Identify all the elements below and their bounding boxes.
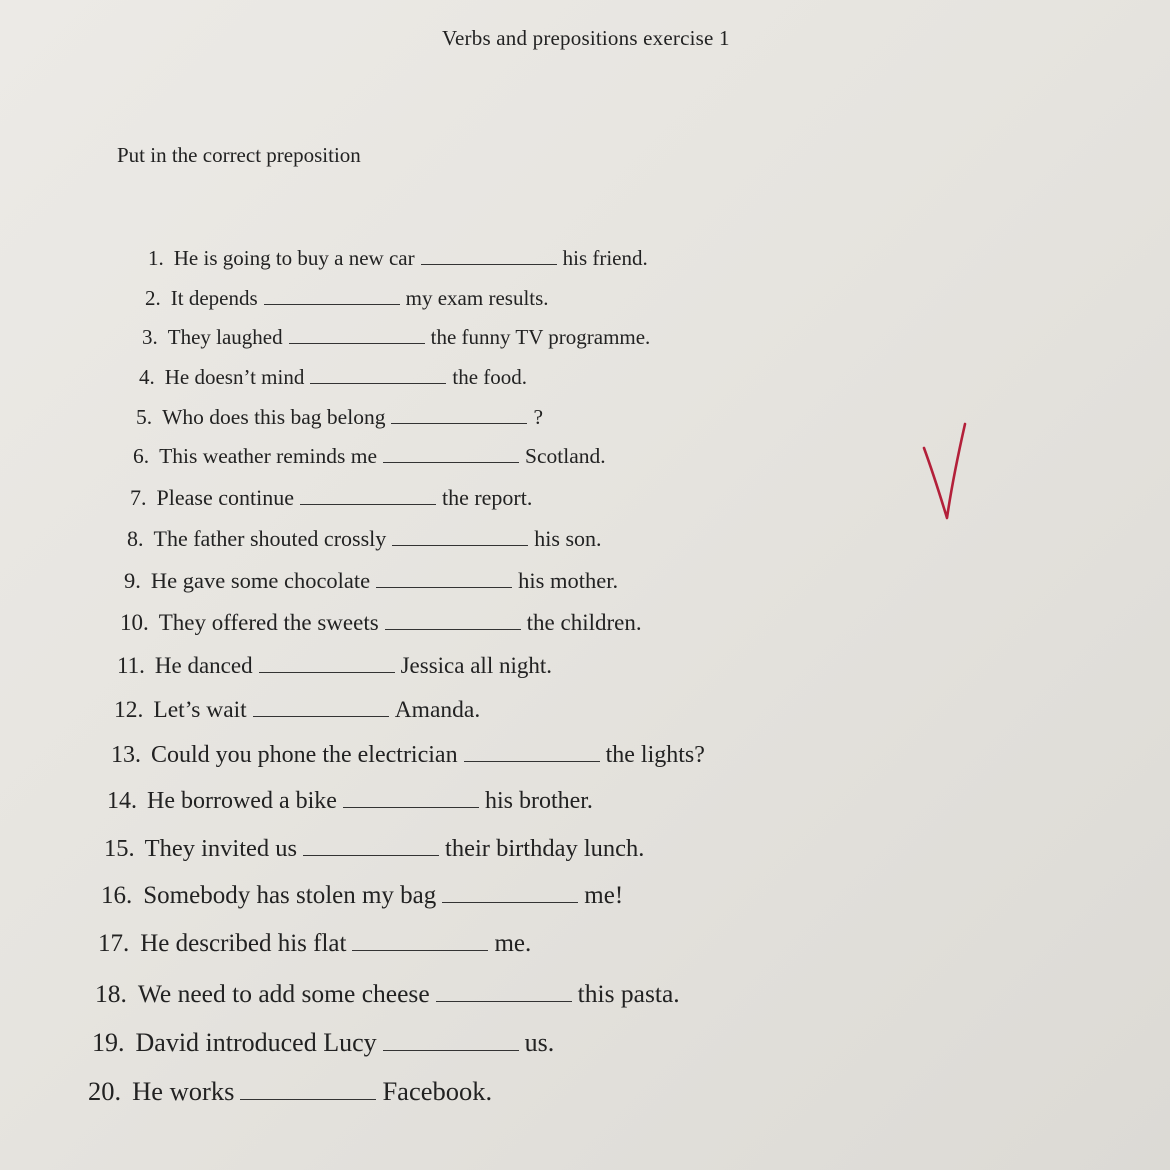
question-item	[114, 697, 480, 724]
question-number: 5.	[136, 405, 153, 429]
answer-blank[interactable]	[421, 263, 557, 265]
question-text-after: the funny TV programme.	[430, 325, 651, 349]
question-number: 14.	[107, 788, 137, 814]
question-number: 8.	[127, 526, 144, 551]
question-number: 3.	[142, 325, 158, 349]
question-item	[111, 742, 705, 769]
answer-blank[interactable]	[464, 760, 600, 762]
question-item	[139, 365, 527, 390]
question-text-after: their birthday lunch.	[445, 835, 645, 862]
question-item	[136, 405, 543, 430]
answer-blank[interactable]	[303, 854, 439, 856]
question-text-before: They offered the sweets	[158, 610, 379, 635]
answer-blank[interactable]	[383, 461, 519, 463]
question-item	[107, 788, 593, 815]
answer-blank[interactable]	[310, 382, 446, 384]
question-text-before: Who does this bag belong	[162, 405, 386, 429]
question-text-after: this pasta.	[577, 979, 680, 1008]
question-number: 20.	[88, 1076, 122, 1106]
question-number: 7.	[130, 485, 147, 510]
question-item	[117, 653, 552, 679]
answer-blank[interactable]	[253, 715, 389, 717]
answer-blank[interactable]	[352, 949, 488, 951]
question-item	[145, 286, 549, 311]
question-text-before: David introduced Lucy	[135, 1028, 377, 1057]
question-number: 4.	[139, 365, 155, 389]
question-item	[130, 485, 532, 511]
question-item	[124, 568, 618, 594]
question-text-before: He danced	[154, 653, 253, 678]
answer-blank[interactable]	[300, 503, 436, 505]
question-text-before: He is going to buy a new car	[173, 246, 415, 270]
answer-blank[interactable]	[264, 303, 400, 305]
question-text-after: Amanda.	[394, 697, 481, 723]
question-text-after: Facebook.	[382, 1076, 493, 1106]
question-text-after: me!	[584, 882, 624, 909]
question-text-before: He described his flat	[140, 930, 347, 957]
question-text-before: Somebody has stolen my bag	[143, 882, 437, 909]
answer-blank[interactable]	[383, 1049, 519, 1051]
question-text-before: We need to add some cheese	[137, 979, 430, 1008]
question-text-before: The father shouted crossly	[153, 526, 387, 551]
question-text-after: my exam results.	[405, 286, 549, 310]
answer-blank[interactable]	[385, 628, 521, 630]
question-text-after: the report.	[441, 485, 533, 510]
question-text-before: It depends	[170, 286, 258, 310]
page-title: Verbs and prepositions exercise 1	[442, 26, 730, 50]
question-text-before: Could you phone the electrician	[151, 742, 458, 768]
question-item	[95, 979, 680, 1009]
question-text-after: us.	[524, 1028, 555, 1057]
question-number: 2.	[145, 286, 161, 310]
question-item	[127, 526, 602, 552]
question-text-before: They laughed	[167, 325, 283, 349]
answer-blank[interactable]	[289, 342, 425, 344]
question-item	[148, 246, 648, 271]
question-text-before: This weather reminds me	[159, 444, 378, 468]
question-text-before: He borrowed a bike	[147, 788, 337, 814]
answer-blank[interactable]	[259, 671, 395, 673]
question-number: 6.	[133, 444, 150, 468]
question-item	[142, 325, 650, 350]
answer-blank[interactable]	[436, 1000, 572, 1002]
question-number: 18.	[95, 979, 127, 1008]
answer-blank[interactable]	[240, 1098, 376, 1100]
question-text-after: the children.	[526, 610, 642, 635]
answer-blank[interactable]	[376, 586, 512, 588]
answer-blank[interactable]	[442, 901, 578, 903]
question-number: 19.	[92, 1028, 125, 1057]
answer-blank[interactable]	[343, 806, 479, 808]
question-item	[92, 1028, 554, 1058]
question-number: 10.	[120, 610, 149, 635]
question-text-after: his son.	[534, 526, 602, 551]
question-number: 1.	[148, 246, 164, 270]
question-item	[120, 610, 642, 636]
question-text-after: the lights?	[605, 742, 705, 768]
answer-blank[interactable]	[392, 544, 528, 546]
question-item	[98, 930, 531, 958]
question-item	[88, 1076, 492, 1107]
question-text-after: Scotland.	[525, 444, 606, 468]
question-text-before: He works	[132, 1076, 235, 1106]
question-text-after: his mother.	[518, 568, 619, 593]
question-number: 12.	[114, 697, 144, 723]
question-text-before: He doesn’t mind	[164, 365, 305, 389]
answer-blank[interactable]	[391, 422, 527, 424]
question-item	[104, 835, 644, 863]
question-number: 15.	[104, 835, 135, 862]
question-number: 16.	[101, 882, 133, 909]
question-text-before: They invited us	[144, 835, 298, 862]
question-text-after: his friend.	[562, 246, 648, 270]
question-number: 13.	[111, 742, 141, 768]
question-item	[101, 882, 623, 910]
question-item	[133, 444, 606, 469]
question-number: 9.	[124, 568, 141, 593]
question-text-before: He gave some chocolate	[150, 568, 371, 593]
question-number: 17.	[98, 930, 130, 957]
question-text-after: ?	[533, 405, 543, 429]
handwritten-checkmark-icon	[920, 420, 970, 525]
question-text-before: Please continue	[156, 485, 294, 510]
question-text-after: his brother.	[484, 788, 593, 814]
question-text-after: me.	[494, 930, 532, 957]
question-text-before: Let’s wait	[153, 697, 247, 723]
question-text-after: Jessica all night.	[400, 653, 552, 678]
instruction-text: Put in the correct preposition	[117, 143, 361, 167]
question-text-after: the food.	[452, 365, 528, 389]
question-number: 11.	[117, 653, 145, 678]
